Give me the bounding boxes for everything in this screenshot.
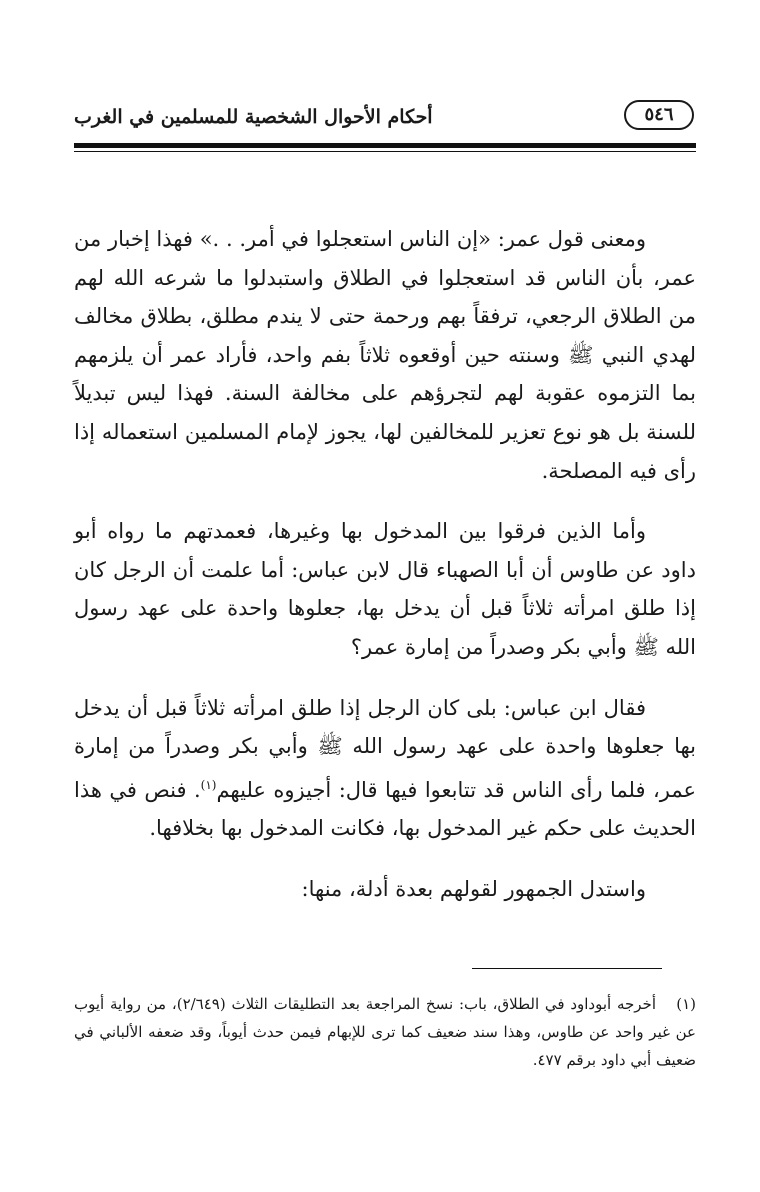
body-text bbox=[74, 220, 696, 909]
header-title: أحكام الأحوال الشخصية للمسلمين في الغرب bbox=[74, 106, 433, 128]
footnote-ref-1[interactable]: (١) bbox=[200, 777, 217, 792]
paragraph-3 bbox=[74, 689, 696, 848]
paragraph-1: ومعنى قول عمر: «إن الناس استعجلوا في أمر. . .» فهذا إخبار من عمر، بأن الناس قد استعجلوا في الطلاق واستبدلوا ما شرعه الله لهم من الطلاق الرجعي، ترفقاً بهم ورحمة حتى لا يندم مطلق، بطلاق مخالف لهدي النبي ﷺ وسنته حين أوقعوه ثلاثاً بفم واحد، فأراد عمر أن يلزمهم بما التزموه عقوبة لهم لتجرؤهم على مخالفة السنة. فهذا ليس تبديلاً للسنة بل هو نوع تعزير للمخالفين لها، يجوز لإمام المسلمين استعماله إذا رأى فيه المصلحة. bbox=[74, 227, 696, 483]
page-number: ٥٤٦ bbox=[624, 100, 694, 130]
footnote-separator bbox=[472, 968, 662, 969]
footnote-1 bbox=[74, 990, 696, 1074]
header-rule-thin bbox=[74, 151, 696, 152]
paragraph-3-tail: . فنص في هذا الحديث على حكم غير المدخول بها، فكانت المدخول بها بخلافها. bbox=[74, 777, 696, 841]
paragraph-2: وأما الذين فرقوا بين المدخول بها وغيرها، فعمدتهم ما رواه أبو داود عن طاوس أن أبا الصهباء قال لابن عباس: أما علمت أن الرجل كان إذا طلق امرأته ثلاثاً قبل أن يدخل بها، جعلوها واحدة على عهد رسول الله ﷺ وأبي بكر وصدراً من إمارة عمر؟ bbox=[74, 519, 696, 659]
header-rule-thick bbox=[74, 143, 696, 148]
footnote-text: أخرجه أبوداود في الطلاق، باب: نسخ المراجعة بعد التطليقات الثلاث (٢/٦٤٩)، من رواية أيوب عن غير واحد عن طاوس، وهذا سند ضعيف كما ترى للإبهام فيمن حدث أيوباً، وقد ضعفه الألباني في ضعيف أبي داود برقم ٤٧٧. bbox=[74, 995, 696, 1069]
paragraph-3-text: فقال ابن عباس: بلى كان الرجل إذا طلق امرأته ثلاثاً قبل أن يدخل بها جعلوها واحدة على عهد رسول الله ﷺ وأبي بكر وصدراً من إمارة عمر، فلما رأى الناس قد تتابعوا فيها قال: أجيزوه عليهم bbox=[74, 695, 697, 802]
running-header bbox=[74, 98, 694, 142]
paragraph-4: واستدل الجمهور لقولهم بعدة أدلة، منها: bbox=[301, 876, 646, 901]
footnote-number: (١) bbox=[676, 995, 696, 1013]
